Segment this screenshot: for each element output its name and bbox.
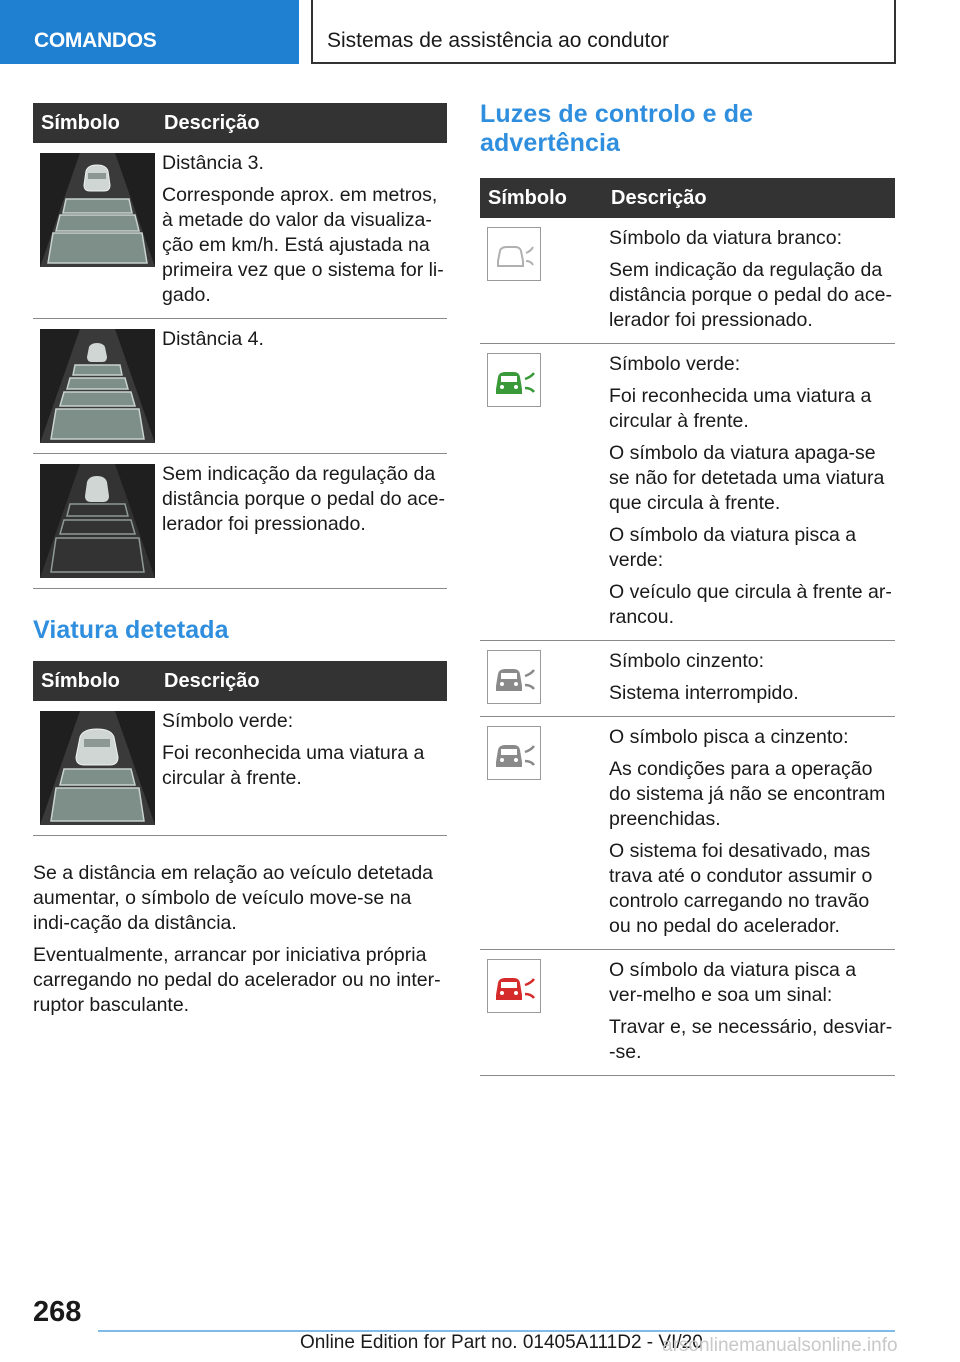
row-text: Foi reconhecida uma viatura a circular à frente.: [609, 385, 872, 432]
table-row: [480, 717, 895, 950]
chapter-header: [311, 0, 896, 64]
row-text: Sistema interrompido.: [609, 682, 799, 704]
table-header-row: [33, 661, 447, 701]
row-text: O símbolo da viatura apaga-se se não for detetada uma viatura que circula à frente.: [609, 442, 885, 514]
footer-edition: Online Edition for Part no. 01405A111D2 - VI/20: [300, 1332, 703, 1353]
column-header-description: Descrição: [162, 661, 447, 701]
vehicle-gray-flashing-icon: [487, 726, 541, 780]
table-row: [480, 641, 895, 717]
row-text: Símbolo cinzento:: [609, 650, 765, 672]
column-header-symbol: Símbolo: [480, 178, 609, 218]
row-text: Símbolo verde:: [162, 710, 294, 732]
body-paragraph: Eventualmente, arrancar por iniciativa própria carregando no pedal do acelerador ou no inter-ruptor basculante.: [33, 944, 441, 1016]
table-row: [33, 143, 447, 319]
left-column: [33, 103, 447, 1025]
vehicle-gray-icon: [487, 650, 541, 704]
vehicle-detected-display-icon: [40, 711, 155, 825]
indicator-table: [480, 178, 895, 1076]
body-paragraph: Se a distância em relação ao veículo detetada aumentar, o símbolo de veículo move-se na indi-cação da distância.: [33, 862, 434, 934]
section-title-indicators: Luzes de controlo e de advertência: [480, 100, 754, 157]
column-header-symbol: Símbolo: [33, 103, 162, 143]
accelerator-override-display-icon: [40, 464, 155, 578]
section-label: COMANDOS: [34, 29, 157, 52]
row-text: Sem indicação da regulação da distância porque o pedal do ace-lerador foi pressionado.: [609, 259, 892, 331]
row-text: Símbolo da viatura branco:: [609, 227, 843, 249]
column-header-symbol: Símbolo: [33, 661, 162, 701]
table-row: [33, 701, 447, 836]
section-tab-comandos[interactable]: [0, 0, 299, 64]
watermark: arsonlinemanualsonline.info: [662, 1335, 898, 1356]
table-row: [33, 454, 447, 589]
row-text: Distância 4.: [162, 328, 264, 350]
row-text: Corresponde aprox. em metros, à metade do valor da visualiza-ção em km/h. Está ajustada na primeira vez que o sistema for li-gado.: [162, 184, 444, 306]
column-header-description: Descrição: [609, 178, 895, 218]
table-row: [480, 218, 895, 344]
row-text: As condições para a operação do sistema já não se encontram preenchidas.: [609, 758, 886, 830]
vehicle-red-icon: [487, 959, 541, 1013]
table-row: [33, 319, 447, 454]
row-text: Travar e, se necessário, desviar--se.: [609, 1016, 893, 1063]
row-text: O símbolo da viatura pisca a ver-melho e soa um sinal:: [609, 959, 857, 1006]
distance-symbol-table: [33, 103, 447, 589]
vehicle-detected-table: [33, 661, 447, 836]
vehicle-green-icon: [487, 353, 541, 407]
table-header-row: [33, 103, 447, 143]
table-row: [480, 344, 895, 641]
row-text: O sistema foi desativado, mas trava até o condutor assumir o controlo carregando no travão ou no pedal do acelerador.: [609, 840, 873, 937]
row-text: O símbolo pisca a cinzento:: [609, 726, 849, 748]
row-text: Foi reconhecida uma viatura a circular à frente.: [162, 742, 425, 789]
right-column: [480, 100, 895, 1076]
chapter-title: Sistemas de assistência ao condutor: [327, 29, 670, 52]
vehicle-detected-body: [33, 861, 447, 1018]
table-row: [480, 950, 895, 1076]
page-number: 268: [33, 1296, 82, 1328]
table-header-row: [480, 178, 895, 218]
distance-3-display-icon: [40, 153, 155, 267]
row-text: O símbolo da viatura pisca a verde:: [609, 524, 857, 571]
row-text: O veículo que circula à frente ar-rancou.: [609, 581, 892, 628]
row-text: Símbolo verde:: [609, 353, 741, 375]
column-header-description: Descrição: [162, 103, 447, 143]
row-text: Distância 3.: [162, 152, 264, 174]
section-title-vehicle-detected: Viatura detetada: [33, 616, 229, 644]
vehicle-white-icon: [487, 227, 541, 281]
distance-4-display-icon: [40, 329, 155, 443]
row-text: Sem indicação da regulação da distância porque o pedal do ace-lerador foi pressionado.: [162, 463, 445, 535]
